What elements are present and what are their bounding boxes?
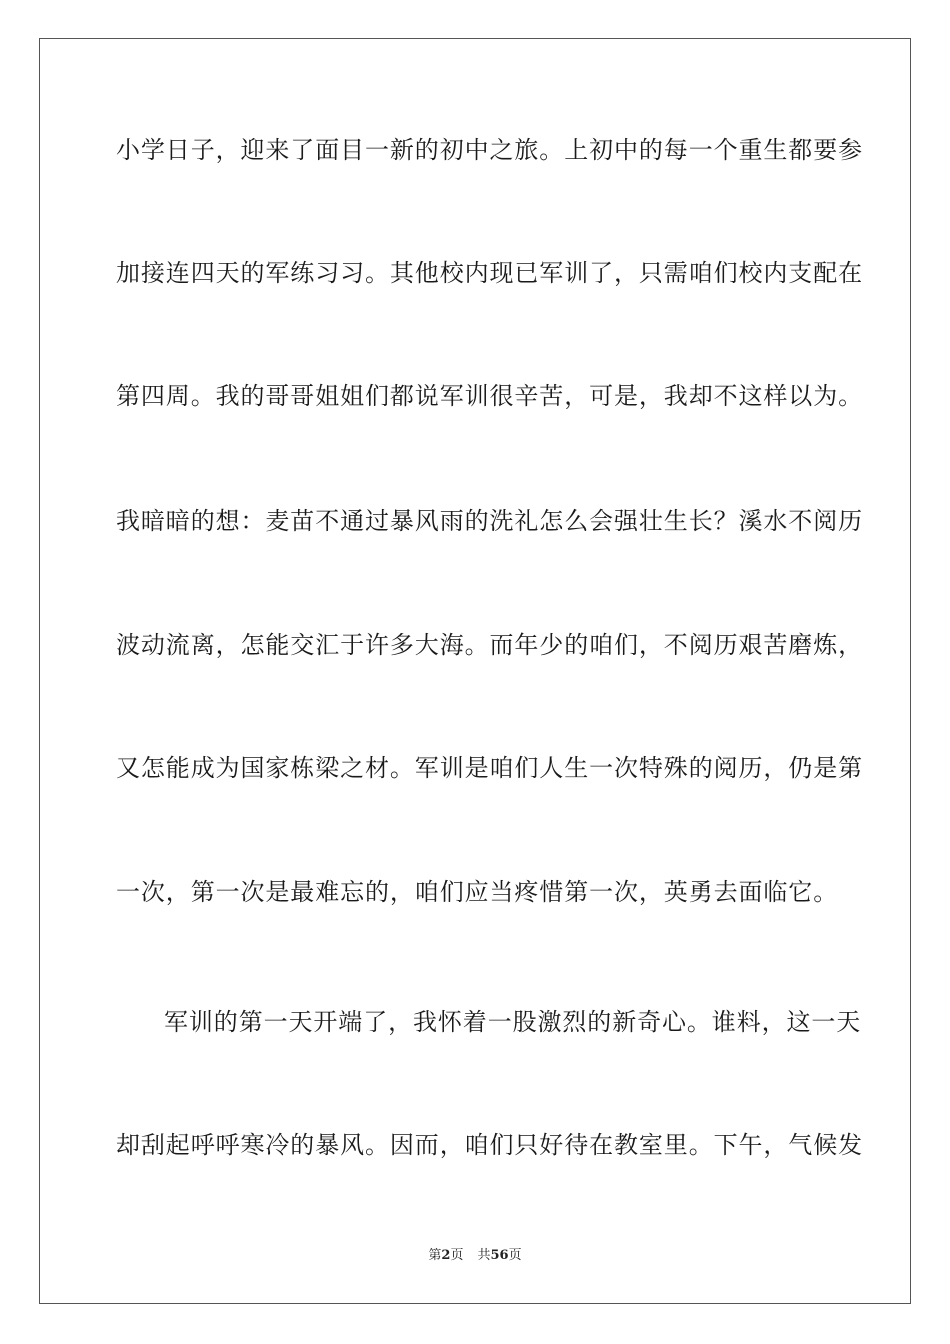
- page-label-unit: 页: [450, 1248, 464, 1263]
- total-label-unit: 页: [508, 1248, 522, 1263]
- text-line: 又怎能成为国家栋梁之材。军训是咱们人生一次特殊的阅历，仍是第: [116, 754, 863, 782]
- text-line: 波动流离，怎能交汇于许多大海。而年少的咱们，不阅历艰苦磨炼，: [116, 631, 863, 659]
- text-line: 一次，第一次是最难忘的，咱们应当疼惜第一次，英勇去面临它。: [116, 878, 839, 906]
- total-label-prefix: 共: [477, 1248, 491, 1263]
- text-line: 第四周。我的哥哥姐姐们都说军训很辛苦，可是，我却不这样以为。: [116, 382, 863, 410]
- page-border: [39, 38, 911, 1304]
- text-line: 小学日子，迎来了面目一新的初中之旅。上初中的每一个重生都要参: [116, 136, 863, 164]
- page-label-prefix: 第: [428, 1248, 442, 1263]
- text-line: 却刮起呼呼寒冷的暴风。因而，咱们只好待在教室里。下午，气候发: [116, 1131, 863, 1159]
- page-footer: [0, 1247, 950, 1265]
- text-line: 加接连四天的军练习习。其他校内现已军训了，只需咱们校内支配在: [116, 259, 863, 287]
- paragraph-first-line: 军训的第一天开端了，我怀着一股激烈的新奇心。谁料，这一天: [164, 1008, 862, 1036]
- total-pages-number: 56: [490, 1248, 509, 1263]
- text-line: 我暗暗的想：麦苗不通过暴风雨的洗礼怎么会强壮生长？溪水不阅历: [116, 507, 863, 535]
- current-page-number: 2: [441, 1248, 451, 1263]
